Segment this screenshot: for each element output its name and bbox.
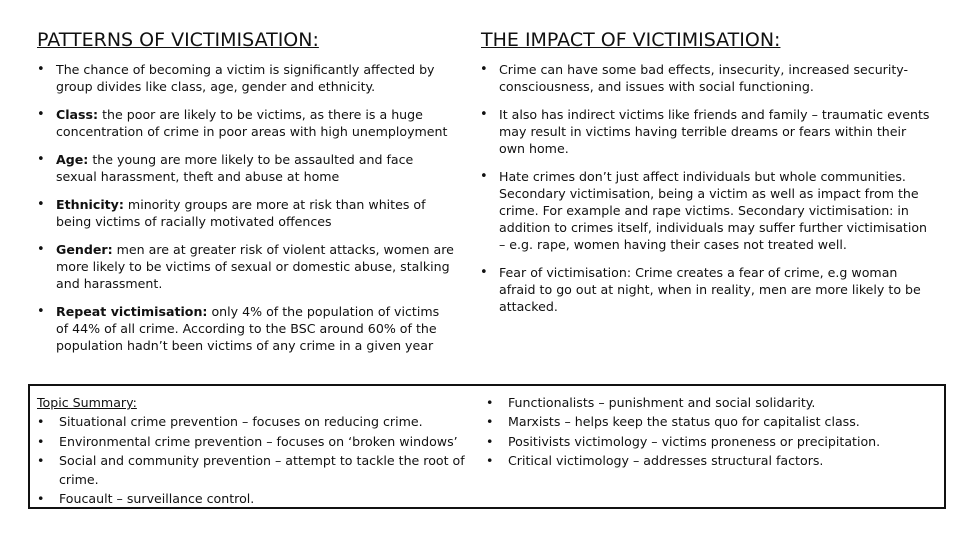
list-item — [37, 151, 455, 185]
item-label: Gender: — [56, 242, 113, 257]
list-item: • Crime can have some bad effects, insecurity, increased security-consciousness, and issues with social functioning. — [480, 61, 935, 95]
summary-right-column — [486, 393, 936, 470]
list-item — [37, 241, 455, 292]
list-item: • Situational crime prevention – focuses on reducing crime. — [37, 412, 487, 431]
item-text: only 4% of the population of victims of 44% of all crime. According to the BSC around 60% of the population hadn’t been victims of any crime in a given year — [56, 304, 440, 353]
list-item: • Marxists – helps keep the status quo for capitalist class. — [486, 412, 936, 431]
item-text: the young are more likely to be assaulted and face sexual harassment, theft and abuse at home — [56, 152, 414, 184]
summary-title: Topic Summary: — [37, 395, 137, 410]
item-label: Class: — [56, 107, 99, 122]
summary-left-list — [37, 412, 487, 508]
summary-left-column — [37, 393, 487, 509]
item-text: the poor are likely to be victims, as there is a huge concentration of crime in poor areas with high unemployment — [56, 107, 448, 139]
item-label: Ethnicity: — [56, 197, 124, 212]
list-item — [37, 303, 455, 354]
list-item: • Hate crimes don’t just affect individuals but whole communities. Secondary victimisation, being a victim as well as impact from the crime. For example and rape victims. Secondary victimisation: in addition to crimes itself, individuals may suffer further victimisation – e.g. rape, women having their cases not treated well. — [480, 168, 935, 253]
summary-right-list — [486, 393, 936, 470]
list-item: • Social and community prevention – attempt to tackle the root of crime. — [37, 451, 487, 490]
impact-heading: THE IMPACT OF VICTIMISATION: — [481, 29, 781, 51]
item-text: The chance of becoming a victim is significantly affected by group divides like class, age, gender and ethnicity. — [56, 62, 435, 94]
list-item: • Environmental crime prevention – focuses on ‘broken windows’ — [37, 432, 487, 451]
list-item: • Fear of victimisation: Crime creates a fear of crime, e.g woman afraid to go out at night, when in reality, men are more likely to be attacked. — [480, 264, 935, 315]
item-text: minority groups are more at risk than whites of being victims of racially motivated offences — [56, 197, 426, 229]
topic-summary-box — [28, 384, 946, 509]
item-label: Repeat victimisation: — [56, 304, 208, 319]
list-item: • Foucault – surveillance control. — [37, 489, 487, 508]
patterns-list — [37, 61, 455, 354]
list-item: • Functionalists – punishment and social solidarity. — [486, 393, 936, 412]
impact-list — [480, 61, 935, 315]
item-text: men are at greater risk of violent attacks, women are more likely to be victims of sexual or domestic abuse, stalking and harassment. — [56, 242, 454, 291]
list-item: • Critical victimology – addresses structural factors. — [486, 451, 936, 470]
list-item: • It also has indirect victims like friends and family – traumatic events may result in victims having terrible dreams or fears within their own home. — [480, 106, 935, 157]
patterns-heading: PATTERNS OF VICTIMISATION: — [37, 29, 319, 51]
list-item — [37, 106, 455, 140]
list-item: • Positivists victimology – victims proneness or precipitation. — [486, 432, 936, 451]
list-item — [37, 61, 455, 95]
list-item — [37, 196, 455, 230]
item-label: Age: — [56, 152, 89, 167]
